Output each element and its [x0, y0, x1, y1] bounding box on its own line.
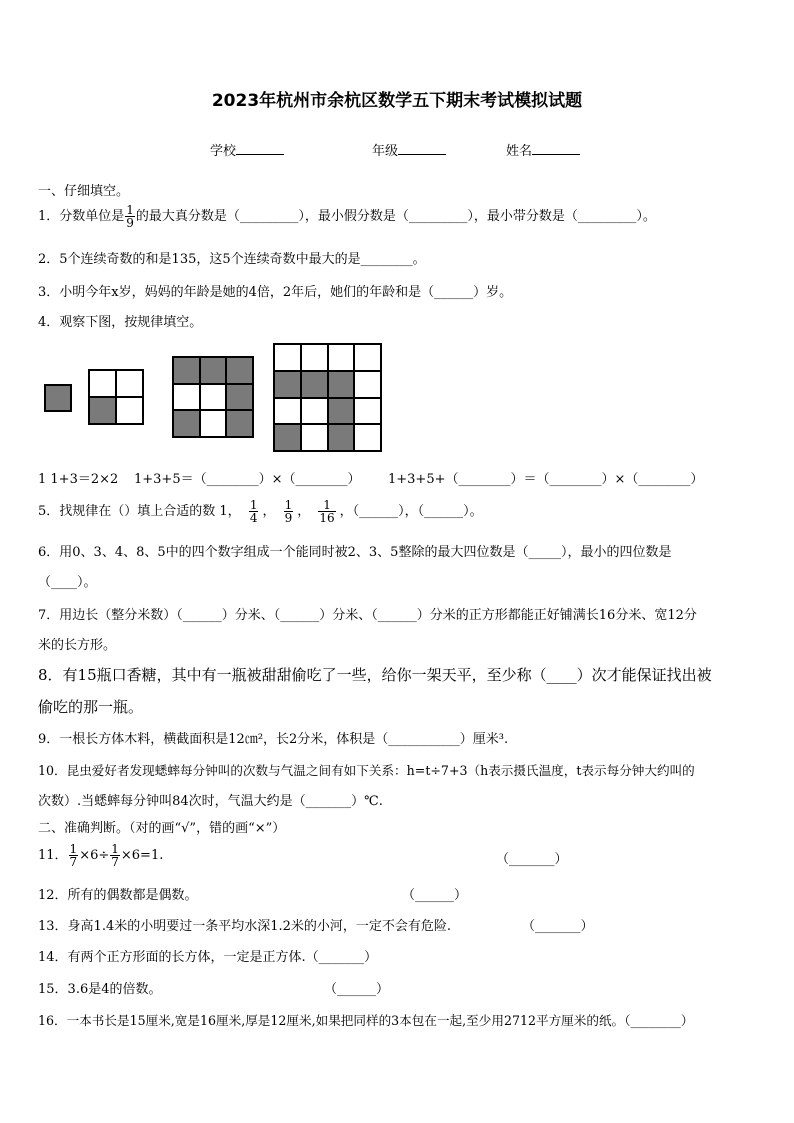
filled-square	[173, 410, 200, 437]
page-title: 2023年杭州市余杭区数学五下期末考试模拟试题	[211, 91, 583, 111]
empty-square	[200, 384, 227, 411]
question-8-line-1: 8．有15瓶口香糖，其中有一瓶被甜甜偷吃了一些，给你一架天平，至少称（____）次才能保证找出被	[38, 666, 712, 684]
filled-square	[328, 398, 355, 425]
filled-square	[301, 371, 328, 398]
question-11-answer[interactable]: （_______）	[496, 852, 568, 867]
question-4: 4．观察下图，按规律填空。	[38, 315, 203, 330]
question-1: 1．分数单位是 $\frac{1}{9}$ 的最大真分数是（_________），最小假分数是（_________），最小带分数是（_________）。	[38, 203, 656, 230]
question-4-equation-3: 1+3+5+（________）＝（________）×（________）	[388, 472, 704, 487]
empty-square	[116, 370, 143, 397]
empty-square	[354, 398, 381, 425]
filled-square	[328, 424, 355, 451]
filled-square	[274, 371, 301, 398]
fraction: $\frac{1}{9}$	[126, 203, 134, 230]
pattern-figure-3	[172, 356, 254, 438]
question-7-line-1: 7．用边长（整分米数）（______）分米、（______）分米、（______）分米的正方形都能正好铺满长16分米、宽12分	[38, 608, 697, 623]
grade-field[interactable]	[372, 140, 446, 159]
school-label: 学校	[210, 144, 237, 159]
filled-square	[226, 384, 253, 411]
filled-square	[274, 424, 301, 451]
empty-square	[274, 398, 301, 425]
section-1-heading: 一、仔细填空。	[38, 184, 130, 199]
fraction: $\frac{1}{7}$	[69, 842, 78, 869]
empty-square	[301, 344, 328, 371]
filled-square	[226, 410, 253, 437]
empty-square	[328, 344, 355, 371]
pattern-figure-4	[273, 343, 382, 452]
filled-square	[226, 357, 253, 384]
fraction: $\frac{1}{4}$	[249, 498, 258, 525]
fraction: $\frac{1}{7}$	[111, 842, 119, 869]
question-16: 16．一本书长是15厘米,宽是16厘米,厚是12厘米,如果把同样的3本包在一起,至少用2712平方厘米的纸。（________）	[38, 1013, 694, 1028]
section-2-heading: 二、准确判断。（对的画“√”，错的画“×”）	[38, 821, 286, 836]
question-15: 15．3.6是4的倍数。	[38, 982, 162, 997]
question-10-line-2: 次数）.当蟋蟀每分钟叫84次时，气温大约是（_______）℃.	[38, 794, 383, 809]
filled-square	[200, 357, 227, 384]
filled-square	[328, 371, 355, 398]
question-13: 13．身高1.4米的小明要过一条平均水深1.2米的小河，一定不会有危险.	[38, 919, 452, 934]
empty-square	[301, 424, 328, 451]
question-3: 3．小明今年x岁，妈妈的年龄是她的4倍，2年后，她们的年龄和是（______）岁。	[38, 285, 513, 300]
empty-square	[200, 410, 227, 437]
question-13-answer[interactable]: （_______）	[522, 919, 594, 934]
empty-square	[274, 344, 301, 371]
filled-square	[45, 385, 71, 411]
question-14: 14．有两个正方形面的长方体，一定是正方体.（_______）	[38, 950, 378, 965]
question-12: 12．所有的偶数都是偶数。	[38, 888, 198, 903]
question-15-answer[interactable]: （______）	[324, 982, 390, 997]
question-8-line-2: 偷吃的那一瓶。	[38, 698, 144, 716]
question-6-line-2: （____）。	[38, 575, 97, 590]
pattern-figure-1	[44, 384, 72, 412]
empty-square	[354, 344, 381, 371]
question-10-line-1: 10．昆虫爱好者发现蟋蟀每分钟叫的次数与气温之间有如下关系：h=t÷7+3（h表示摄氏温度，t表示每分钟大约叫的	[38, 763, 695, 778]
question-2: 2．5个连续奇数的和是135，这5个连续奇数中最大的是________。	[38, 252, 426, 267]
pattern-figure-2	[88, 369, 144, 425]
school-field[interactable]	[210, 140, 284, 159]
question-5: 5．找规律在（）填上合适的数 1， $\frac{1}{4}$ ， $\frac{1}{9}$ ， $\frac{1}{16}$ ，（______），（______）。	[38, 498, 483, 525]
empty-square	[89, 370, 116, 397]
question-4-equation-2: 1+3+5＝（________）×（________）	[134, 472, 361, 487]
question-9: 9．一根长方体木料，横截面积是12㎝²，长2分米，体积是（___________）厘米³.	[38, 732, 509, 747]
empty-square	[301, 398, 328, 425]
empty-square	[173, 384, 200, 411]
name-label: 姓名	[506, 144, 533, 159]
question-12-answer[interactable]: （______）	[402, 888, 468, 903]
filled-square	[173, 357, 200, 384]
empty-square	[354, 424, 381, 451]
filled-square	[89, 397, 116, 424]
empty-square	[116, 397, 143, 424]
question-7-line-2: 米的长方形。	[38, 638, 117, 653]
question-4-equation-1: 1 1+3＝2×2	[38, 472, 119, 487]
question-11: 11． $\frac{1}{7}$ ×6÷ $\frac{1}{7}$ ×6=1.	[38, 842, 164, 869]
question-6-line-1: 6．用0、3、4、8、5中的四个数字组成一个能同时被2、3、5整除的最大四位数是（_____），最小的四位数是	[38, 545, 672, 560]
empty-square	[354, 371, 381, 398]
grade-label: 年级	[372, 144, 399, 159]
fraction: $\frac{1}{9}$	[284, 498, 293, 525]
name-field[interactable]	[506, 140, 580, 159]
fraction: $\frac{1}{16}$	[319, 498, 335, 525]
